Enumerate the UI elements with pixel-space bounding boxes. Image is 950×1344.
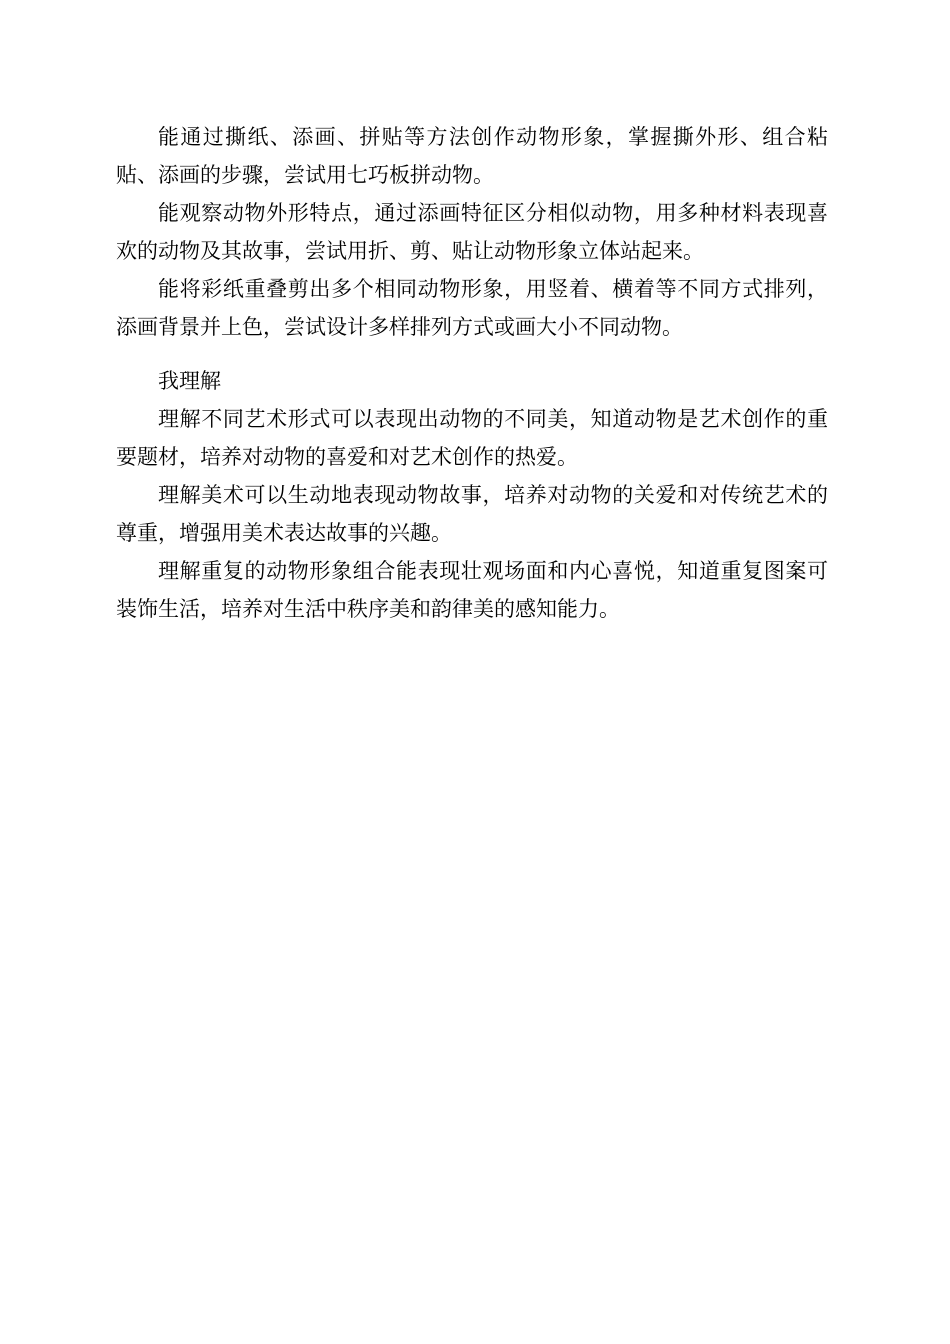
document-page — [116, 118, 828, 628]
skill-paragraph-2: 能观察动物外形特点，通过添画特征区分相似动物，用多种材料表现喜欢的动物及其故事，尝试用折、剪、贴让动物形象立体站起来。 — [116, 201, 828, 263]
understanding-paragraph-3: 理解重复的动物形象组合能表现壮观场面和内心喜悦，知道重复图案可装饰生活，培养对生活中秩序美和韵律美的感知能力。 — [116, 559, 828, 621]
skill-paragraph-3: 能将彩纸重叠剪出多个相同动物形象，用竖着、横着等不同方式排列，添画背景并上色，尝试设计多样排列方式或画大小不同动物。 — [116, 277, 828, 339]
section-heading-understanding: 我理解 — [158, 369, 221, 393]
understanding-paragraph-2: 理解美术可以生动地表现动物故事，培养对动物的关爱和对传统艺术的尊重，增强用美术表达故事的兴趣。 — [116, 483, 828, 545]
skill-paragraph-1: 能通过撕纸、添画、拼贴等方法创作动物形象，掌握撕外形、组合粘贴、添画的步骤，尝试用七巧板拼动物。 — [116, 125, 828, 187]
understanding-paragraph-1: 理解不同艺术形式可以表现出动物的不同美，知道动物是艺术创作的重要题材，培养对动物的喜爱和对艺术创作的热爱。 — [116, 407, 828, 469]
